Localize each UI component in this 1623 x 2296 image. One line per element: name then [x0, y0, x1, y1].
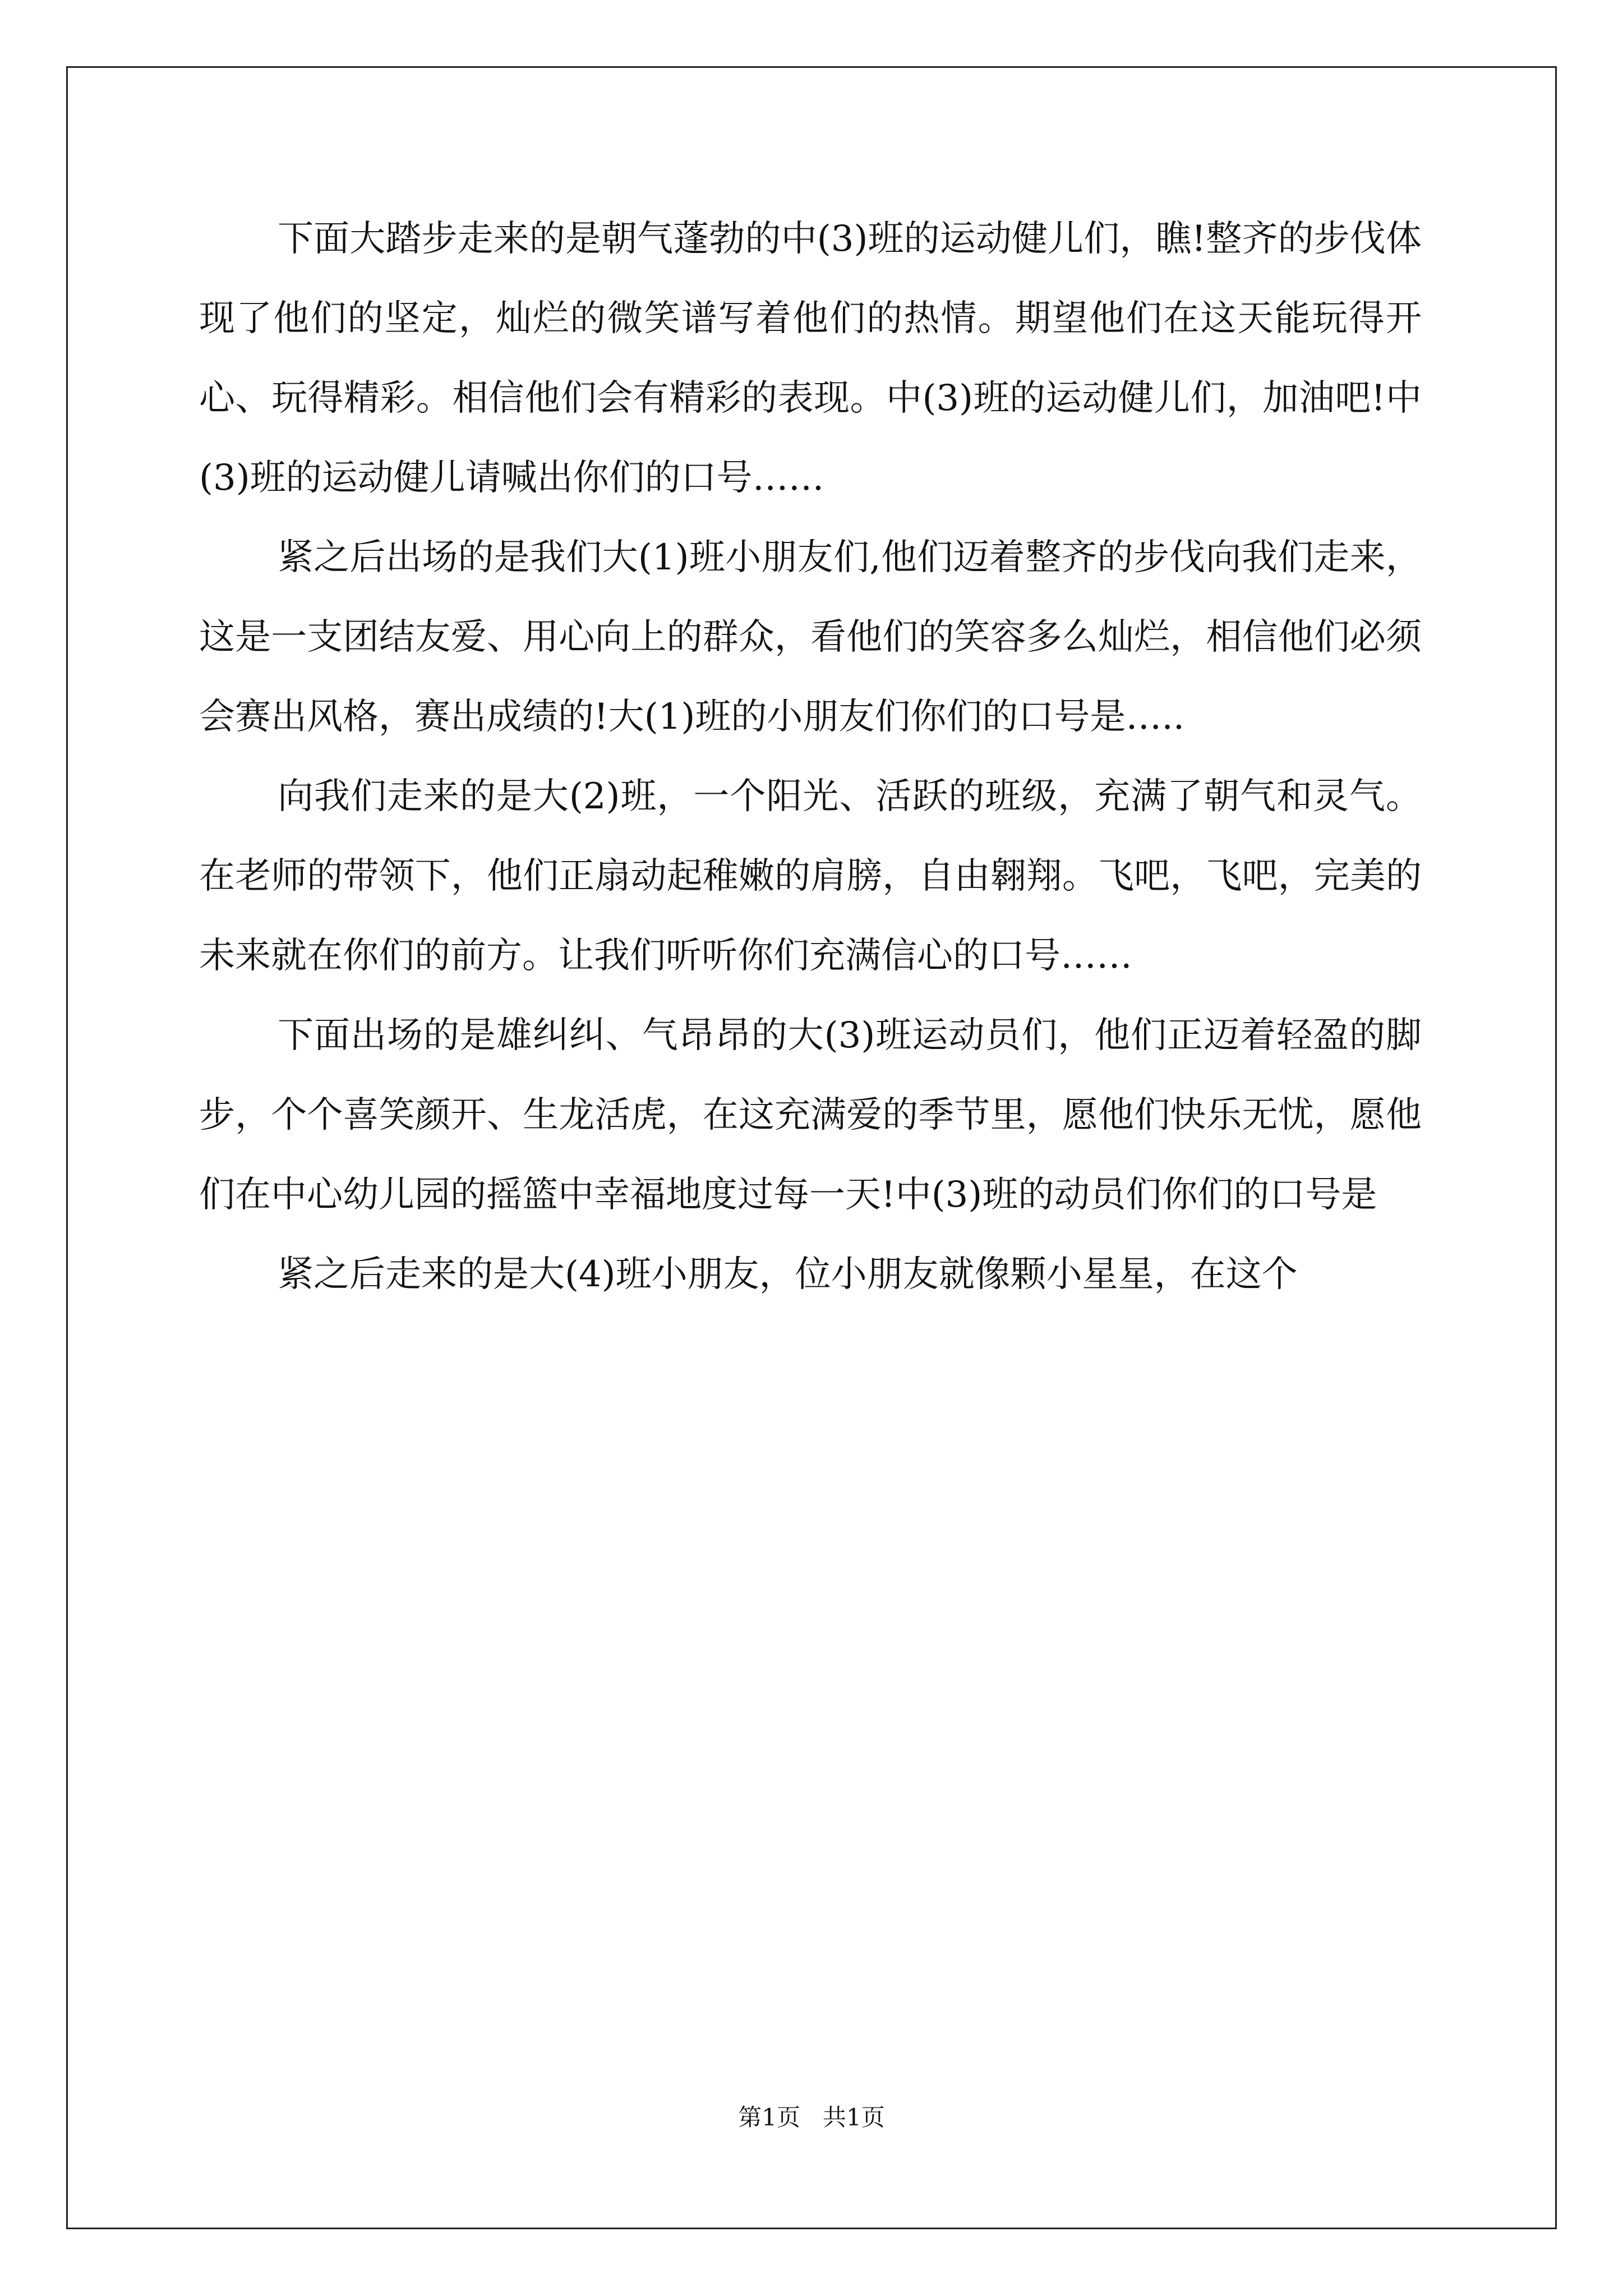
paragraph: 向我们走来的是大(2)班，一个阳光、活跃的班级，充满了朝气和灵气。在老师的带领下，他们正扇动起稚嫩的肩膀，自由翱翔。飞吧，飞吧，完美的未来就在你们的前方。让我们听听你们充满信心的口号……	[199, 776, 1422, 977]
paragraph: 紧之后出场的是我们大(1)班小朋友们,他们迈着整齐的步伐向我们走来，这是一支团结友爱、用心向上的群众，看他们的笑容多么灿烂，相信他们必须会赛出风格，赛出成绩的!大(1)班的小朋友们你们的口号是…..	[199, 537, 1422, 738]
document-body	[199, 199, 1422, 1314]
paragraph: 下面大踏步走来的是朝气蓬勃的中(3)班的运动健儿们，瞧!整齐的步伐体现了他们的坚定，灿烂的微笑谱写着他们的热情。期望他们在这天能玩得开心、玩得精彩。相信他们会有精彩的表现。中(3)班的运动健儿们，加油吧!中(3)班的运动健儿请喊出你们的口号……	[199, 218, 1422, 499]
paragraph: 下面出场的是雄纠纠、气昂昂的大(3)班运动员们，他们正迈着轻盈的脚步，个个喜笑颜开、生龙活虎，在这充满爱的季节里，愿他们快乐无忧，愿他们在中心幼儿园的摇篮中幸福地度过每一天!中(3)班的动员们你们的口号是	[199, 1015, 1422, 1216]
paragraph: 紧之后走来的是大(4)班小朋友，位小朋友就像颗小星星，在这个	[278, 1254, 1298, 1295]
page-number-footer: 第1页 共1页	[738, 2104, 885, 2131]
